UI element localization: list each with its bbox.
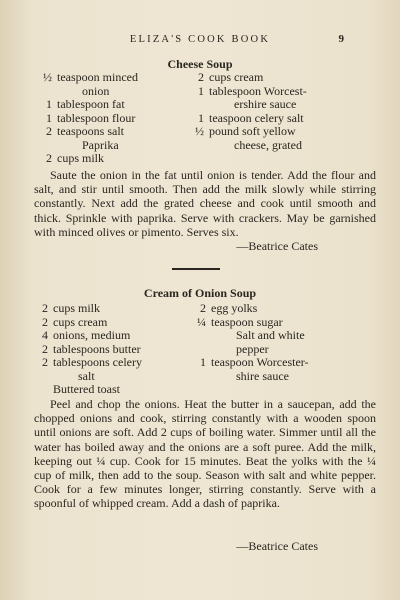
ingredient-row: 1 teaspoon Worcester- (200, 355, 309, 369)
ingredient-row: onion (82, 83, 110, 98)
recipe-directions: Saute the onion in the fat until onion is tender. Add the flour and salt, and stir until smooth. Then add the milk slowly while stirring constantly. Next add the grated cheese and cook until smooth and thick. Sprinkle with paprika. Serve with crackers. May be garnished with minced olives or pimento. Serves six. (34, 168, 376, 239)
recipe-title: Cheese Soup (167, 57, 233, 71)
recipe-author: —Beatrice Cates (236, 539, 318, 553)
ingredient-row: 2 teaspoons salt (46, 124, 124, 138)
ingredient-row: 2 egg yolks (200, 301, 258, 315)
ingredient-row: ershire sauce (234, 97, 297, 111)
ingredient-row: Buttered toast (53, 382, 120, 396)
recipe-title: Cream of Onion Soup (143, 286, 257, 300)
ingredient-row: ¼ teaspoon sugar (197, 314, 283, 329)
ingredient-row: pepper (236, 341, 269, 356)
ingredient-row: ½ pound soft yellow (195, 124, 296, 138)
ingredient-row: 2 cups cream (42, 314, 108, 329)
section-divider (172, 268, 220, 270)
ingredient-row: salt (78, 368, 95, 383)
ingredient-row: cheese, grated (234, 137, 302, 152)
ingredient-list-left (28, 302, 142, 397)
ingredient-list-right (186, 302, 309, 383)
ingredient-row: 2 tablespoons celery (42, 355, 142, 369)
ingredient-row: Paprika (82, 137, 119, 152)
ingredient-row: Salt and white (236, 328, 305, 342)
ingredient-row: 1 teaspoon celery salt (198, 110, 304, 125)
ingredient-row: 1 tablespoon Worcest- (198, 83, 307, 98)
ingredient-row: 4 onions, medium (42, 328, 131, 342)
recipe-author: —Beatrice Cates (236, 239, 318, 253)
ingredient-list-left (32, 71, 138, 166)
ingredient-row: 2 cups milk (46, 151, 104, 165)
ingredient-row: 1 tablespoon flour (46, 110, 136, 125)
ingredient-row: 2 cups milk (42, 301, 100, 315)
ingredient-row: 2 tablespoons butter (42, 341, 141, 356)
ingredient-row: shire sauce (236, 368, 289, 383)
ingredient-row: ½ teaspoon minced (43, 70, 138, 84)
ingredient-row: 1 tablespoon fat (46, 97, 125, 111)
page-number: 9 (338, 33, 344, 45)
ingredient-list-right (184, 71, 307, 152)
running-title: ELIZA'S COOK BOOK (129, 34, 271, 45)
ingredient-row: 2 cups cream (198, 70, 264, 84)
recipe-directions: Peel and chop the onions. Heat the butter in a saucepan, add the chopped onions and cook, stirring constantly with a wooden spoon until onions are soft. Add 2 cups of boiling water. Simmer until all the water has boiled away and the onions are a soft puree. Add the milk, keeping out ¼ cup. Cook for 15 minutes. Beat the yolks with the ¼ cup of milk, then add to the soup. Season with salt and white pepper. Cook for a few minutes longer, stirring constantly. Serve with a spoonful of whipped cream. Add a dash of paprika. (34, 397, 376, 511)
